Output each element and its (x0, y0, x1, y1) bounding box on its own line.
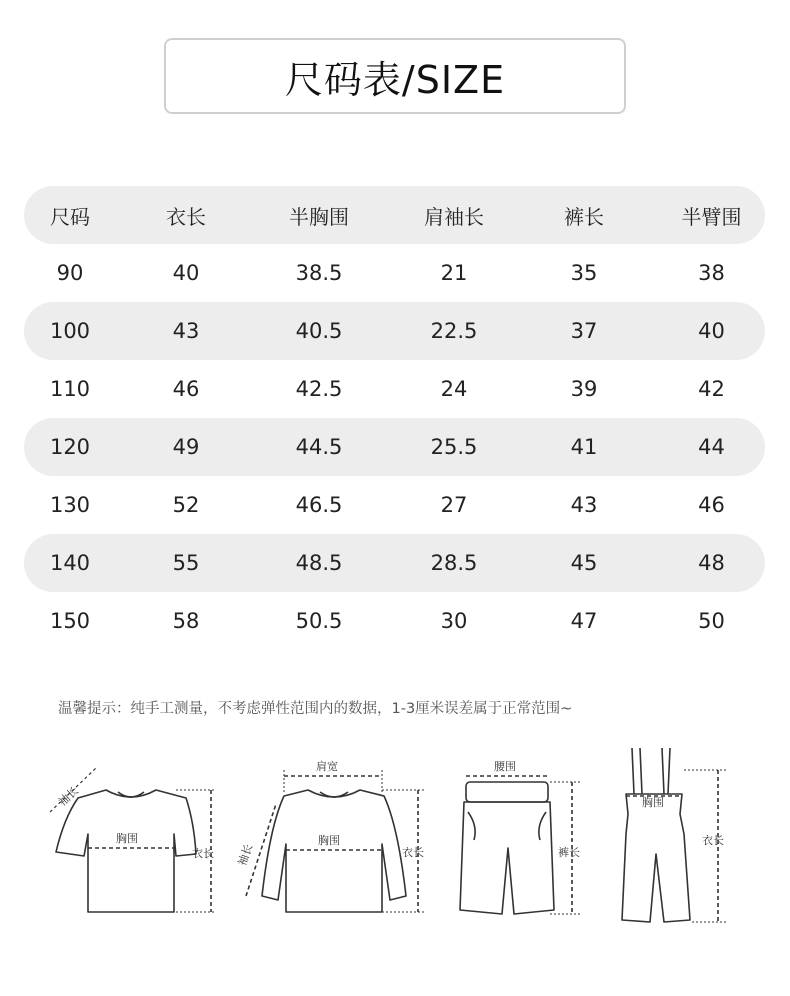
cell-size: 150 (49, 609, 91, 633)
page-title: 尺码表/SIZE (284, 57, 506, 102)
cell-length: 43 (172, 319, 200, 343)
cell-half-arm: 42 (698, 377, 725, 401)
table-row (24, 360, 765, 418)
cell-size: 140 (49, 551, 91, 575)
tshirt-sleeve-label: 袖长 (56, 784, 82, 809)
header-half-arm: 半臂围 (681, 204, 742, 229)
cell-half-chest: 40.5 (295, 319, 343, 343)
cell-size: 100 (49, 319, 91, 343)
cell-size: 120 (49, 435, 91, 459)
measurement-note: 温馨提示：纯手工测量，不考虑弹性范围内的数据，1-3厘米误差属于正常范围~ (58, 701, 573, 717)
cell-pants-length: 37 (570, 319, 598, 343)
title-box (164, 38, 626, 114)
cell-half-arm: 40 (698, 319, 725, 343)
sweater-chest-label: 胸围 (318, 834, 340, 847)
cell-size: 90 (56, 261, 84, 285)
cell-shoulder-sleeve: 28.5 (430, 551, 478, 575)
cell-half-chest: 48.5 (295, 551, 343, 575)
sweater-sleeve-label: 袖长 (236, 842, 256, 868)
cell-shoulder-sleeve: 22.5 (430, 319, 478, 343)
header-length: 衣长 (166, 204, 206, 229)
cell-pants-length: 43 (570, 493, 598, 517)
cell-length: 55 (172, 551, 200, 575)
tshirt-chest-label: 胸围 (116, 832, 138, 845)
table-row (24, 592, 765, 650)
cell-length: 52 (172, 493, 200, 517)
pants-waist-label: 腰围 (494, 760, 516, 773)
pants-icon (452, 756, 592, 922)
overalls-length-label: 衣长 (702, 834, 724, 847)
cell-length: 46 (172, 377, 200, 401)
sweater-shoulder-label: 肩宽 (316, 760, 338, 773)
cell-half-chest: 46.5 (295, 493, 343, 517)
cell-half-arm: 44 (698, 435, 725, 459)
cell-shoulder-sleeve: 24 (440, 377, 468, 401)
table-row (24, 302, 765, 360)
table-row (24, 244, 765, 302)
cell-pants-length: 47 (570, 609, 598, 633)
table-row (24, 476, 765, 534)
cell-length: 58 (172, 609, 200, 633)
header-pants-length: 裤长 (564, 204, 604, 229)
cell-shoulder-sleeve: 27 (440, 493, 468, 517)
size-table (24, 186, 765, 650)
tshirt-diagram (36, 762, 226, 922)
cell-pants-length: 35 (570, 261, 598, 285)
sweater-icon (236, 756, 436, 922)
cell-pants-length: 41 (570, 435, 598, 459)
overalls-diagram (604, 744, 734, 926)
tshirt-icon (36, 762, 226, 922)
cell-half-arm: 38 (698, 261, 725, 285)
sweater-length-label: 衣长 (402, 846, 424, 859)
cell-half-chest: 50.5 (295, 609, 343, 633)
cell-shoulder-sleeve: 25.5 (430, 435, 478, 459)
cell-half-chest: 38.5 (295, 261, 343, 285)
cell-pants-length: 39 (570, 377, 598, 401)
pants-length-label: 裤长 (558, 846, 580, 859)
cell-pants-length: 45 (570, 551, 598, 575)
header-half-chest: 半胸围 (289, 204, 349, 229)
tshirt-length-label: 衣长 (192, 847, 214, 860)
cell-half-arm: 50 (698, 609, 725, 633)
cell-size: 110 (49, 377, 91, 401)
cell-shoulder-sleeve: 30 (440, 609, 468, 633)
table-row (24, 534, 765, 592)
cell-half-arm: 48 (698, 551, 725, 575)
header-shoulder-sleeve: 肩袖长 (424, 204, 484, 229)
overalls-chest-label: 胸围 (642, 796, 664, 809)
cell-half-arm: 46 (698, 493, 725, 517)
cell-length: 40 (172, 261, 200, 285)
table-row (24, 418, 765, 476)
cell-size: 130 (49, 493, 91, 517)
cell-shoulder-sleeve: 21 (440, 261, 468, 285)
cell-half-chest: 44.5 (295, 435, 343, 459)
pants-diagram (452, 756, 592, 922)
cell-half-chest: 42.5 (295, 377, 343, 401)
header-size: 尺码 (50, 204, 90, 229)
sweater-diagram (236, 756, 436, 922)
cell-length: 49 (172, 435, 200, 459)
table-header-row (24, 186, 765, 244)
overalls-icon (604, 744, 734, 926)
